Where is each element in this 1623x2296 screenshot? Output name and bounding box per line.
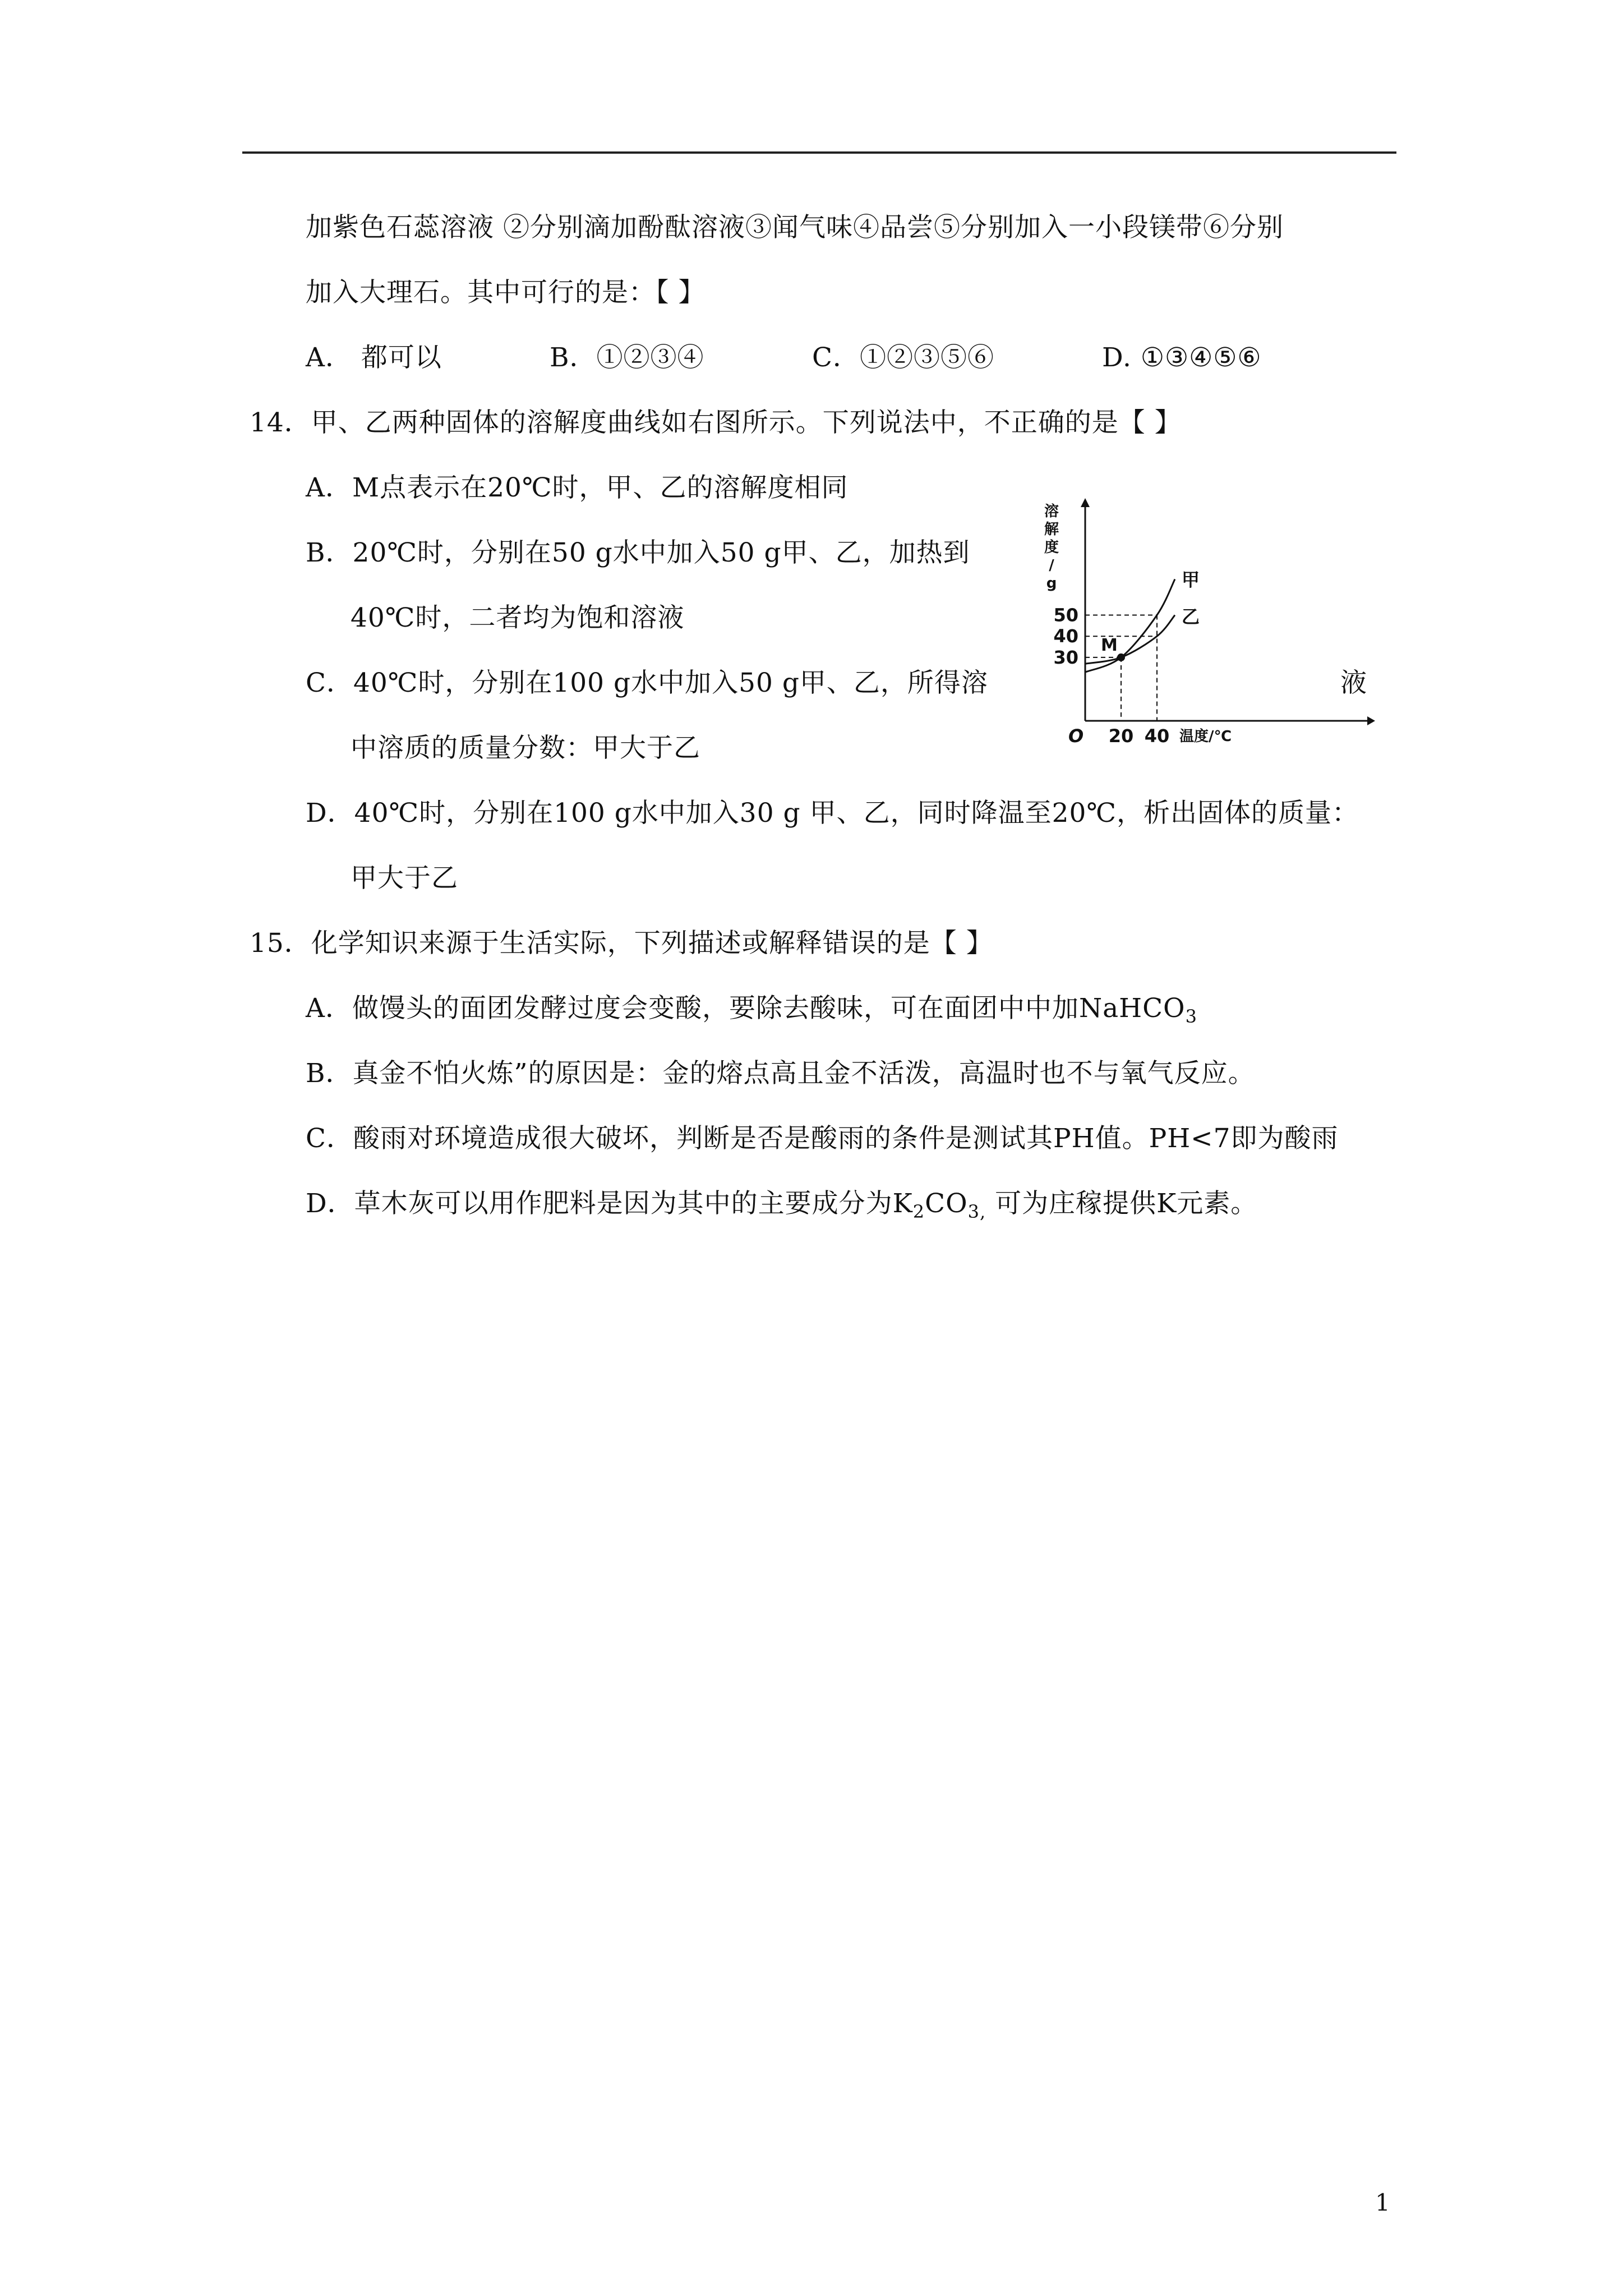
- q15-option-d-text2: CO: [925, 1188, 968, 1219]
- page-number: 1: [1375, 2189, 1390, 2216]
- q14-option-c-tail: 液: [1340, 668, 1367, 698]
- q14-option-a: A．M点表示在20℃时，甲、乙的溶解度相同: [306, 472, 849, 503]
- q15-option-d-text1: D．草木灰可以用作肥料是因为其中的主要成分为K: [306, 1188, 913, 1219]
- q14-option-c-line1: C．40℃时，分别在100 g水中加入50 g甲、乙，所得溶: [306, 668, 988, 698]
- chart-labels: [1044, 503, 1232, 746]
- y-axis-arrow: [1081, 498, 1090, 507]
- q13-option-c: C．①②③⑤⑥: [812, 342, 994, 373]
- curve-yi: [1085, 615, 1175, 664]
- q15-stem: 15．化学知识来源于生活实际，下列描述或解释错误的是【 】: [250, 928, 993, 959]
- series-yi-label: 乙: [1182, 606, 1200, 628]
- q14-stem: 14．甲、乙两种固体的溶解度曲线如右图所示。下列说法中，不正确的是【 】: [250, 407, 1182, 438]
- y-tick-40: 40: [1053, 625, 1078, 647]
- series-jia-label: 甲: [1182, 569, 1200, 591]
- x-tick-40: 40: [1144, 725, 1170, 746]
- q13-option-a: A． 都可以: [306, 342, 442, 373]
- q13-options: [306, 341, 1399, 375]
- q15-option-d-sub2: 3,: [967, 1201, 986, 1222]
- curve-jia: [1085, 579, 1175, 672]
- solubility-chart: [1032, 494, 1380, 746]
- q14-option-c-line2: 中溶质的质量分数：甲大于乙: [351, 733, 700, 763]
- q14-option-d-line1: D．40℃时，分别在100 g水中加入30 g 甲、乙，同时降温至20℃，析出固体的质量：: [306, 798, 1359, 829]
- q13-option-d: D. ①③④⑤⑥: [1102, 342, 1262, 373]
- x-axis-label: 温度/℃: [1179, 728, 1232, 745]
- q14-option-b-line2: 40℃时，二者均为饱和溶液: [351, 602, 685, 633]
- q15-option-a-text: A．做馒头的面团发酵过度会变酸，要除去酸味，可在面团中中加NaHCO: [306, 993, 1186, 1024]
- q14-option-b-line1: B．20℃时，分别在50 g水中加入50 g甲、乙，加热到: [306, 537, 970, 568]
- q13-option-b: B．①②③④: [550, 342, 704, 373]
- q15-option-c: C．酸雨对环境造成很大破坏，判断是否是酸雨的条件是测试其PH值。PH<7即为酸雨: [306, 1123, 1339, 1154]
- y-axis-label-char-1: 解: [1044, 521, 1059, 538]
- q15-option-d-text3: 可为庄稼提供K元素。: [986, 1188, 1258, 1219]
- y-axis-label-char-3: /: [1049, 557, 1054, 574]
- point-m-label: M: [1101, 635, 1118, 655]
- q15-option-a: [306, 992, 1197, 1033]
- y-axis-label-char-4: g: [1046, 575, 1057, 592]
- origin-label: O: [1068, 725, 1084, 746]
- x-tick-20: 20: [1108, 725, 1134, 746]
- solubility-chart-svg: [1032, 494, 1380, 746]
- q15-option-d: [306, 1187, 1257, 1228]
- q14-option-d-line2: 甲大于乙: [351, 863, 458, 894]
- chart-axes: [1081, 498, 1375, 725]
- y-tick-50: 50: [1053, 604, 1078, 626]
- y-tick-30: 30: [1053, 646, 1078, 668]
- x-axis-arrow: [1367, 716, 1375, 725]
- q15-option-b: B．真金不怕火炼”的原因是：金的熔点高且金不活泼，高温时也不与氧气反应。: [306, 1058, 1255, 1089]
- chart-curves: [1085, 579, 1175, 672]
- q13-line1: 加紫色石蕊溶液 ②分别滴加酚酞溶液③闻气味④品尝⑤分别加入一小段镁带⑥分别: [306, 212, 1284, 243]
- y-axis-label-char-2: 度: [1044, 539, 1059, 556]
- y-axis-label-char-0: 溶: [1044, 503, 1059, 520]
- header-rule: [242, 151, 1396, 154]
- point-m-marker: [1117, 654, 1125, 661]
- q15-option-d-sub1: 2: [912, 1201, 925, 1222]
- q15-option-a-subscript: 3: [1185, 1006, 1197, 1027]
- q13-line2: 加入大理石。其中可行的是：【 】: [306, 277, 706, 308]
